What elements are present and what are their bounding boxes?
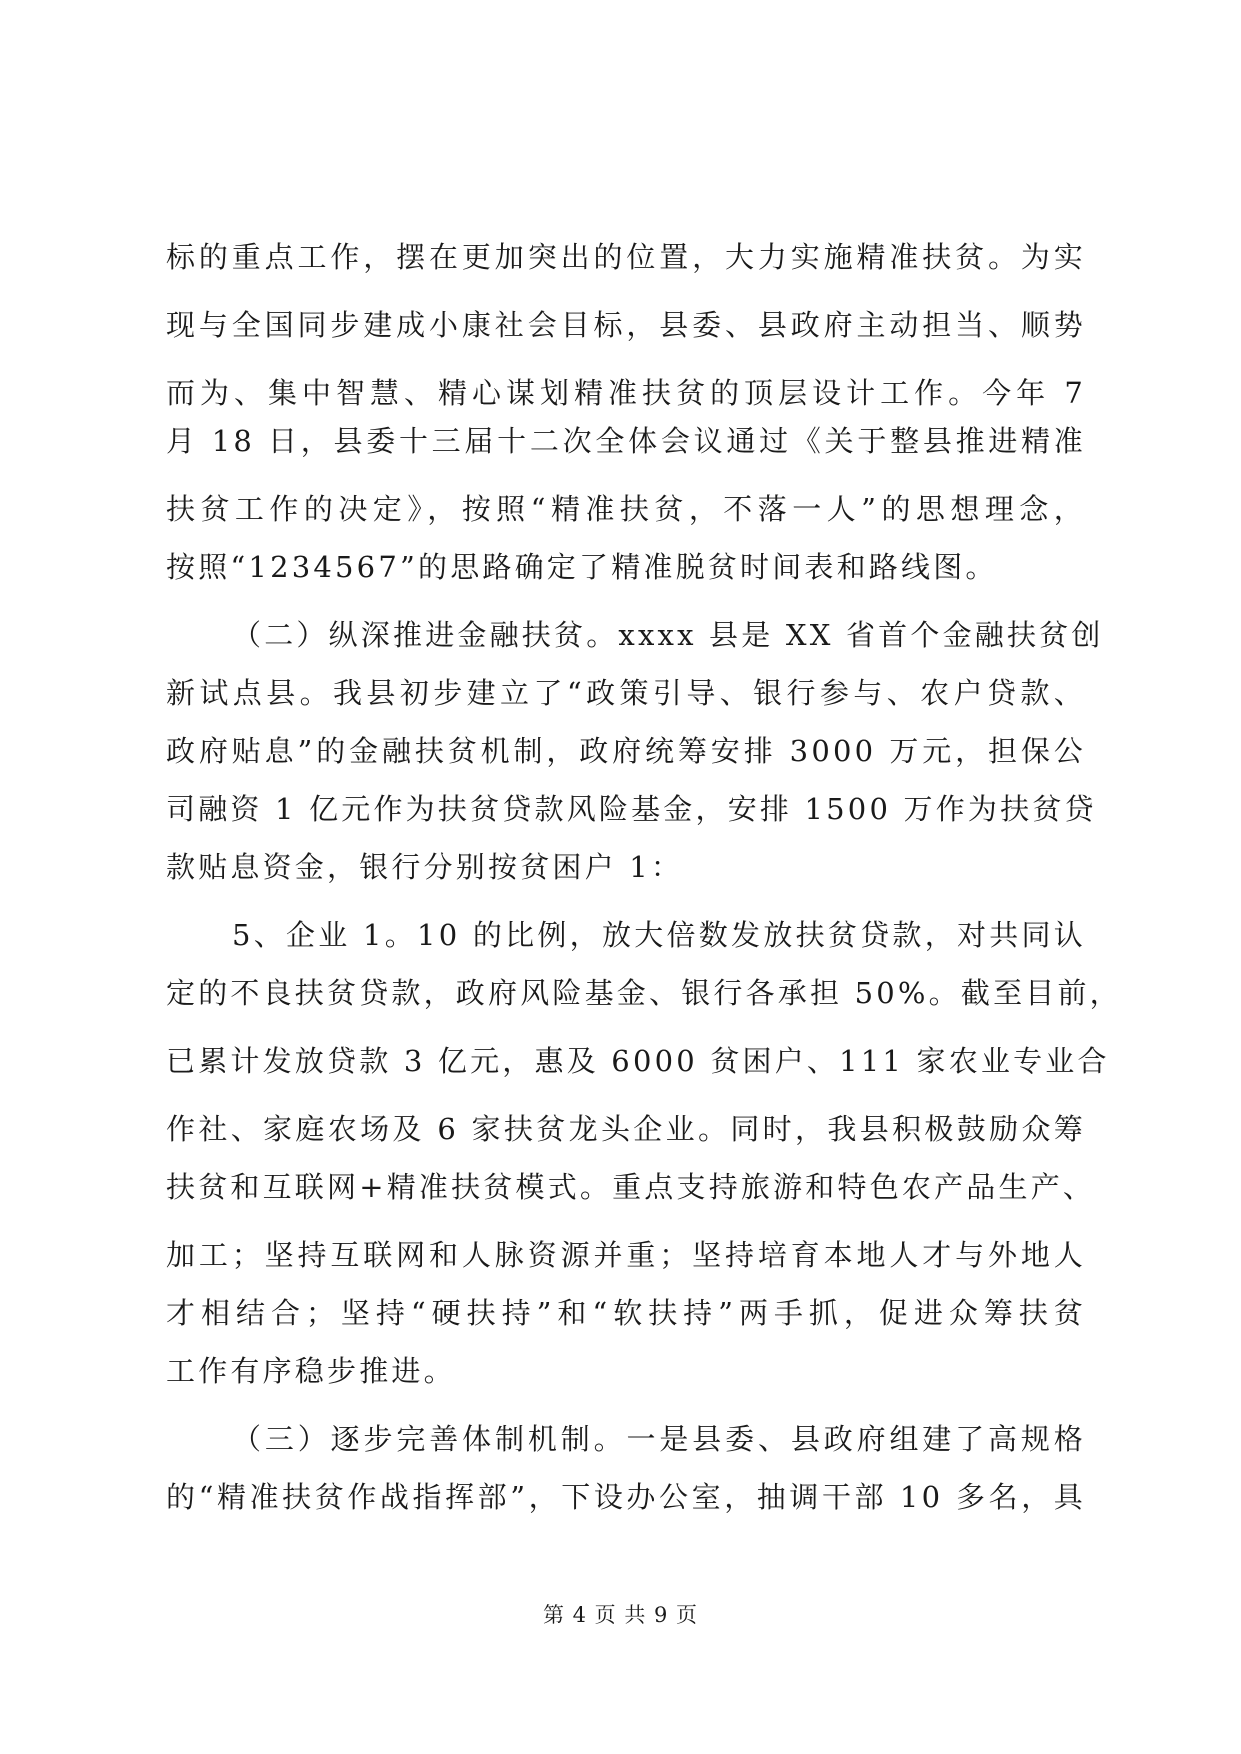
paragraph-first-line: （二）纵深推进金融扶贫。xxxx 县是 XX 省首个金融扶贫创: [232, 618, 1104, 652]
page-number-footer: 第 4 页 共 9 页: [542, 1603, 699, 1627]
text-line: 而为、集中智慧、精心谋划精准扶贫的顶层设计工作。今年 7: [166, 376, 1086, 410]
text-line: 标的重点工作，摆在更加突出的位置，大力实施精准扶贫。为实: [166, 240, 1086, 274]
text-line: 政府贴息”的金融扶贫机制，政府统筹安排 3000 万元，担保公: [166, 734, 1086, 768]
text-line: 款贴息资金，银行分别按贫困户 1：: [166, 850, 684, 884]
text-line: 加工；坚持互联网和人脉资源并重；坚持培育本地人才与外地人: [166, 1238, 1086, 1272]
text-line: 作社、家庭农场及 6 家扶贫龙头企业。同时，我县积极鼓励众筹: [166, 1112, 1086, 1146]
text-line: 按照“1234567”的思路确定了精准脱贫时间表和路线图。: [166, 550, 998, 584]
text-line: 新试点县。我县初步建立了“政策引导、银行参与、农户贷款、: [166, 676, 1086, 710]
text-line: 扶贫工作的决定》，按照“精准扶贫，不落一人”的思想理念，: [166, 492, 1086, 526]
paragraph-first-line: （三）逐步完善体制机制。一是县委、县政府组建了高规格: [232, 1422, 1086, 1456]
text-line: 扶贫和互联网+精准扶贫模式。重点支持旅游和特色农产品生产、: [166, 1170, 1096, 1204]
text-line: 司融资 1 亿元作为扶贫贷款风险基金，安排 1500 万作为扶贫贷: [166, 792, 1097, 826]
text-line: 才相结合；坚持“硬扶持”和“软扶持”两手抓，促进众筹扶贫: [166, 1296, 1086, 1330]
text-line: 现与全国同步建成小康社会目标，县委、县政府主动担当、顺势: [166, 308, 1086, 342]
text-line: 月 18 日，县委十三届十二次全体会议通过《关于整县推进精准: [166, 424, 1086, 458]
text-line: 的“精准扶贫作战指挥部”，下设办公室，抽调干部 10 多名，具: [166, 1480, 1086, 1514]
text-line: 定的不良扶贫贷款，政府风险基金、银行各承担 50%。截至目前，: [166, 976, 1122, 1010]
text-line: 工作有序稳步推进。: [166, 1354, 456, 1388]
paragraph-first-line: 5、企业 1。10 的比例，放大倍数发放扶贫贷款，对共同认: [232, 918, 1086, 952]
text-line: 已累计发放贷款 3 亿元，惠及 6000 贫困户、111 家农业专业合: [166, 1044, 1110, 1078]
